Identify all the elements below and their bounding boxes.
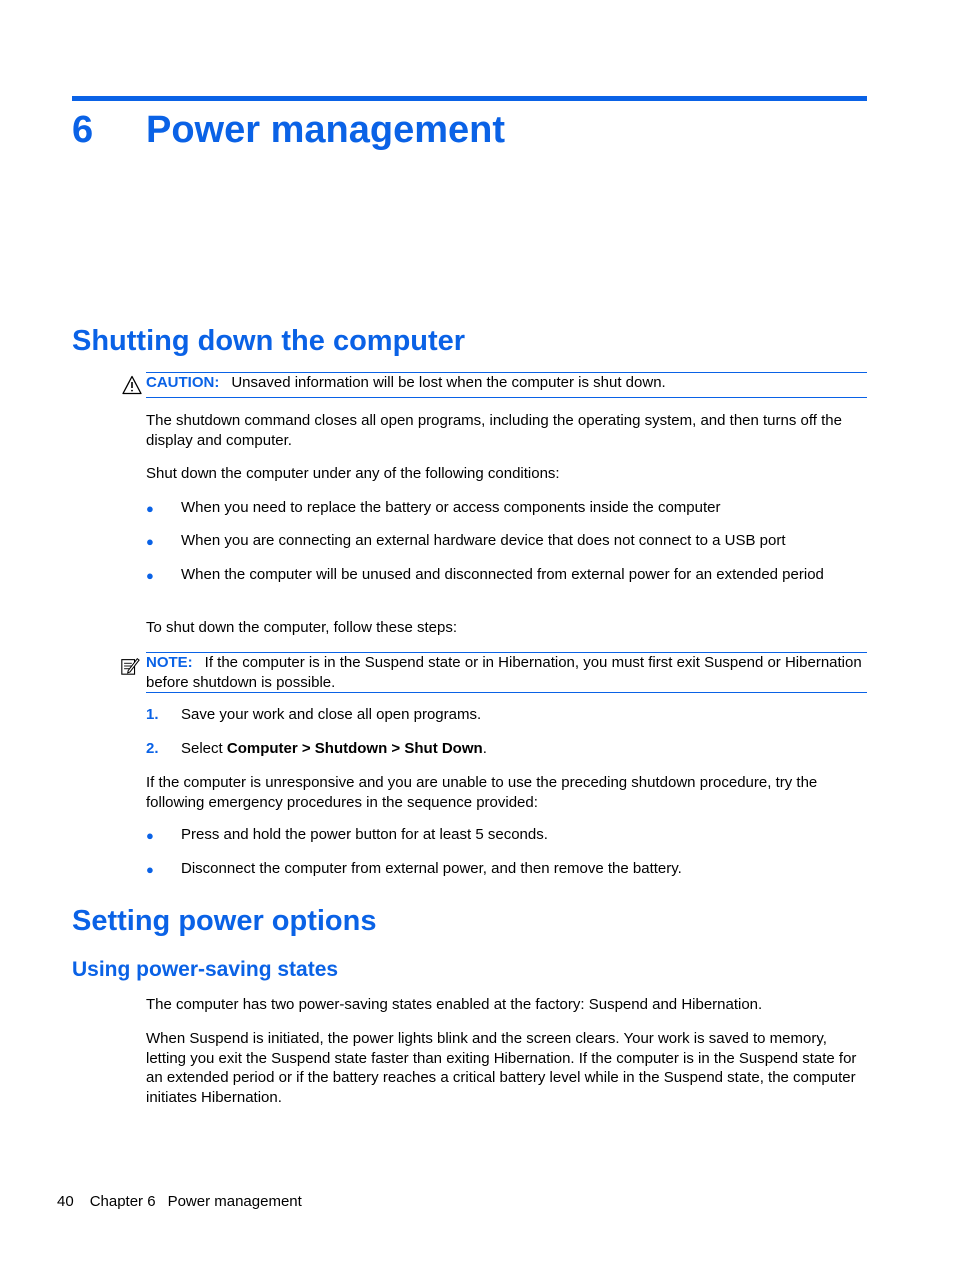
list-item (146, 498, 868, 518)
step-item (146, 705, 868, 725)
shutdown-intro: The shutdown command closes all open programs, including the operating system, and then turns off the display and computer. (146, 412, 842, 449)
note-callout (146, 652, 867, 693)
list-item (146, 825, 868, 845)
caution-label: CAUTION: (146, 374, 220, 391)
step-text: Save your work and close all open programs. (181, 706, 482, 723)
subsection-heading-power-saving: Using power-saving states (72, 958, 339, 981)
list-item (146, 565, 868, 605)
step-prefix: Select (181, 740, 227, 757)
emergency-text: Disconnect the computer from external power, and then remove the battery. (181, 860, 682, 877)
steps-intro: To shut down the computer, follow these steps: (146, 619, 458, 636)
section-heading-shutdown: Shutting down the computer (72, 325, 466, 357)
footer-chapter: Chapter 6 (89, 1193, 156, 1210)
condition-text: When you need to replace the battery or access components inside the computer (181, 499, 721, 516)
chapter-rule (72, 96, 867, 101)
step-item (146, 739, 868, 759)
emergency-intro: If the computer is unresponsive and you are unable to use the preceding shutdown procedure, try the following emergency procedures in the sequence provided: (146, 774, 818, 811)
chapter-title-text: Power management (146, 109, 505, 151)
emergency-text: Press and hold the power button for at least 5 seconds. (181, 826, 548, 843)
step-number: 2. (146, 740, 159, 757)
footer-title: Power management (167, 1193, 302, 1210)
menu-path: Computer > Shutdown > Shut Down (226, 740, 483, 757)
chapter-number: 6 (72, 109, 94, 151)
page-footer (57, 1192, 318, 1211)
caution-callout (146, 372, 867, 398)
note-pad-icon (120, 655, 140, 677)
bullet-icon: ● (146, 828, 154, 843)
condition-text: When the computer will be unused and disconnected from external power for an extended period (181, 566, 824, 583)
step-text (181, 739, 868, 759)
chapter-title (72, 106, 505, 154)
list-item (146, 859, 868, 879)
note-text: If the computer is in the Suspend state or in Hibernation, you must first exit Suspend or Hibernation before shutdown is possible. (146, 654, 862, 691)
power-saving-para-2: When Suspend is initiated, the power lights blink and the screen clears. Your work is saved to memory, letting you exit the Suspend state faster than exiting Hibernation. If the computer is in the Suspend state for an extended period or if the battery reaches a critical battery level while in the Suspend state, the computer initiates Hibernation. (146, 1030, 857, 1106)
step-suffix: . (482, 740, 487, 757)
conditions-intro: Shut down the computer under any of the following conditions: (146, 465, 560, 482)
power-saving-para-1: The computer has two power-saving states enabled at the factory: Suspend and Hibernation. (146, 996, 763, 1013)
page-number: 40 (57, 1193, 74, 1210)
bullet-icon: ● (146, 501, 154, 516)
bullet-icon: ● (146, 568, 154, 583)
warning-triangle-icon (122, 374, 142, 396)
condition-text: When you are connecting an external hardware device that does not connect to a USB port (181, 532, 786, 549)
note-label: NOTE: (146, 654, 193, 671)
list-item (146, 531, 868, 551)
bullet-icon: ● (146, 862, 154, 877)
bullet-icon: ● (146, 534, 154, 549)
caution-text: Unsaved information will be lost when the computer is shut down. (231, 374, 666, 391)
step-number: 1. (146, 706, 159, 723)
section-heading-power-options: Setting power options (72, 905, 377, 937)
